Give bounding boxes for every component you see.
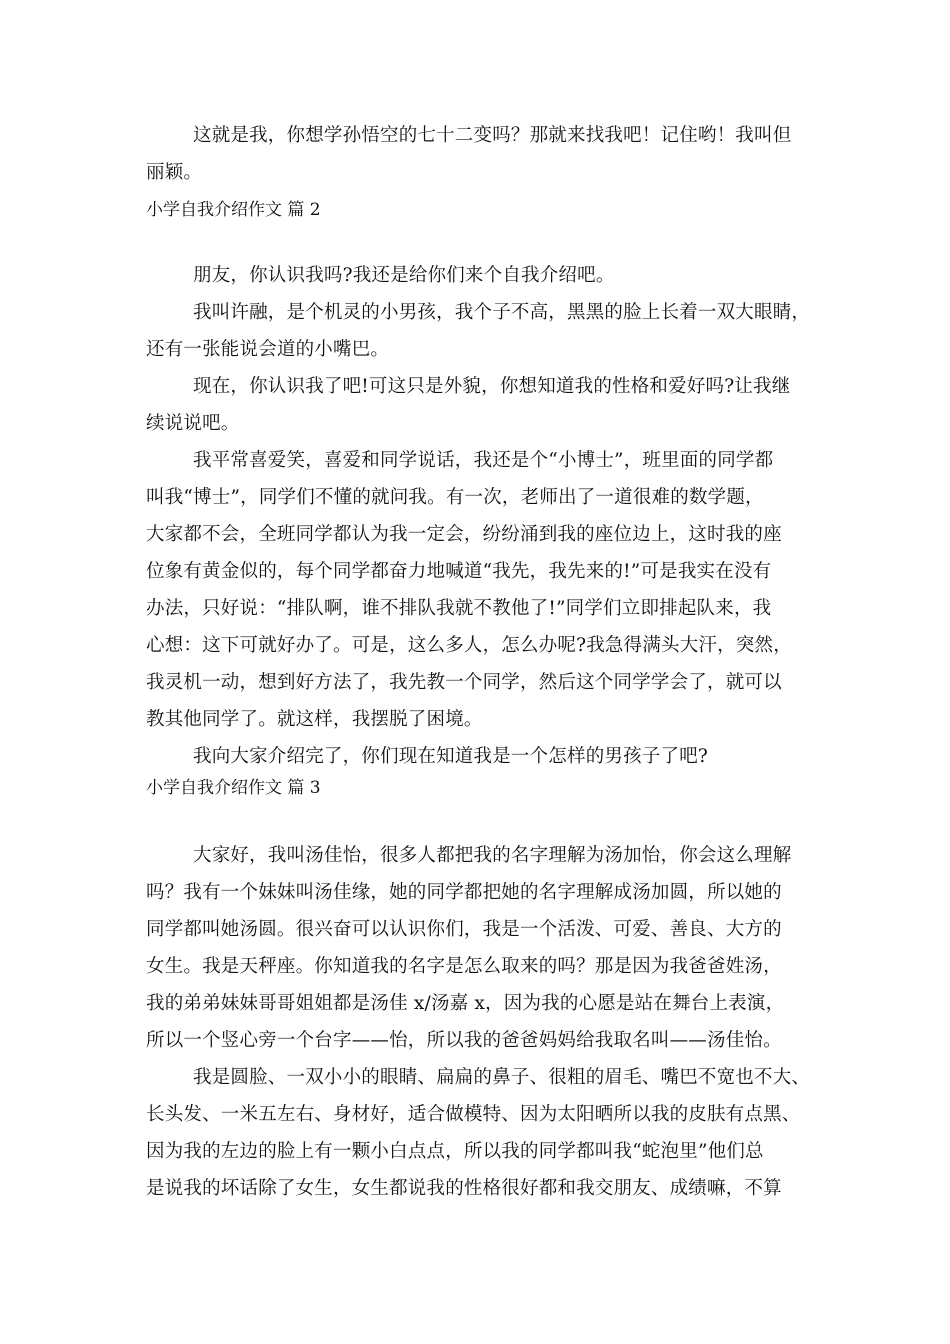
paragraph-line: 我的弟弟妹妹哥哥姐姐都是汤佳 x/汤嘉 x，因为我的心愿是站在舞台上表演， bbox=[146, 993, 785, 1014]
paragraph-line: 大家都不会，全班同学都认为我一定会，纷纷涌到我的座位边上，这时我的座 bbox=[146, 524, 782, 545]
paragraph-line: 我平常喜爱笑，喜爱和同学说话，我还是个“小博士”，班里面的同学都 bbox=[193, 450, 774, 471]
paragraph-line: 因为我的左边的脸上有一颗小白点点，所以我的同学都叫我“蛇泡里”他们总 bbox=[146, 1141, 764, 1162]
paragraph-line: 长头发、一米五左右、身材好，适合做模特、因为太阳晒所以我的皮肤有点黑、 bbox=[146, 1104, 801, 1125]
paragraph-line: 心想：这下可就好办了。可是，这么多人，怎么办呢?我急得满头大汗，突然， bbox=[146, 635, 792, 656]
paragraph-line: 还有一张能说会道的小嘴巴。 bbox=[146, 339, 390, 360]
paragraph-line: 同学都叫她汤圆。很兴奋可以认识你们，我是一个活泼、可爱、善良、大方的 bbox=[146, 919, 782, 940]
paragraph-line: 吗？我有一个妹妹叫汤佳缘，她的同学都把她的名字理解成汤加圆，所以她的 bbox=[146, 882, 782, 903]
paragraph-line: 教其他同学了。就这样，我摆脱了困境。 bbox=[146, 709, 483, 730]
paragraph-line: 我叫许融，是个机灵的小男孩，我个子不高，黑黑的脸上长着一双大眼睛， bbox=[193, 302, 811, 323]
paragraph-line: 所以一个竖心旁一个台字——怡，所以我的爸爸妈妈给我取名叫——汤佳怡。 bbox=[146, 1030, 782, 1051]
paragraph-line: 我是圆脸、一双小小的眼睛、扁扁的鼻子、很粗的眉毛、嘴巴不宽也不大、 bbox=[193, 1067, 811, 1088]
paragraph-line: 大家好，我叫汤佳怡，很多人都把我的名字理解为汤加怡，你会这么理解 bbox=[193, 845, 792, 866]
paragraph-line: 朋友，你认识我吗?我还是给你们来个自我介绍吧。 bbox=[193, 265, 615, 286]
paragraph-line: 我灵机一动，想到好方法了，我先教一个同学，然后这个同学学会了，就可以 bbox=[146, 672, 782, 693]
paragraph-line: 这就是我，你想学孙悟空的七十二变吗？那就来找我吧！记住哟！我叫但 bbox=[193, 125, 792, 146]
section-heading: 小学自我介绍作文 篇 3 bbox=[146, 778, 321, 798]
section-heading: 小学自我介绍作文 篇 2 bbox=[146, 200, 321, 220]
paragraph-line: 是说我的坏话除了女生，女生都说我的性格很好都和我交朋友、成绩嘛，不算 bbox=[146, 1178, 782, 1199]
paragraph-line: 叫我“博士”，同学们不懂的就问我。有一次，老师出了一道很难的数学题， bbox=[146, 487, 764, 508]
paragraph-line: 位象有黄金似的，每个同学都奋力地喊道“我先，我先来的!”可是我实在没有 bbox=[146, 561, 772, 582]
paragraph-line: 女生。我是天秤座。你知道我的名字是怎么取来的吗？那是因为我爸爸姓汤， bbox=[146, 956, 782, 977]
paragraph-line: 现在，你认识我了吧!可这只是外貌，你想知道我的性格和爱好吗?让我继 bbox=[193, 376, 791, 397]
paragraph-line: 办法，只好说：“排队啊，谁不排队我就不教他了!”同学们立即排起队来，我 bbox=[146, 598, 772, 619]
paragraph-line: 我向大家介绍完了，你们现在知道我是一个怎样的男孩子了吧? bbox=[193, 746, 709, 767]
paragraph-line: 续说说吧。 bbox=[146, 413, 240, 434]
paragraph-line: 丽颖。 bbox=[146, 162, 203, 183]
